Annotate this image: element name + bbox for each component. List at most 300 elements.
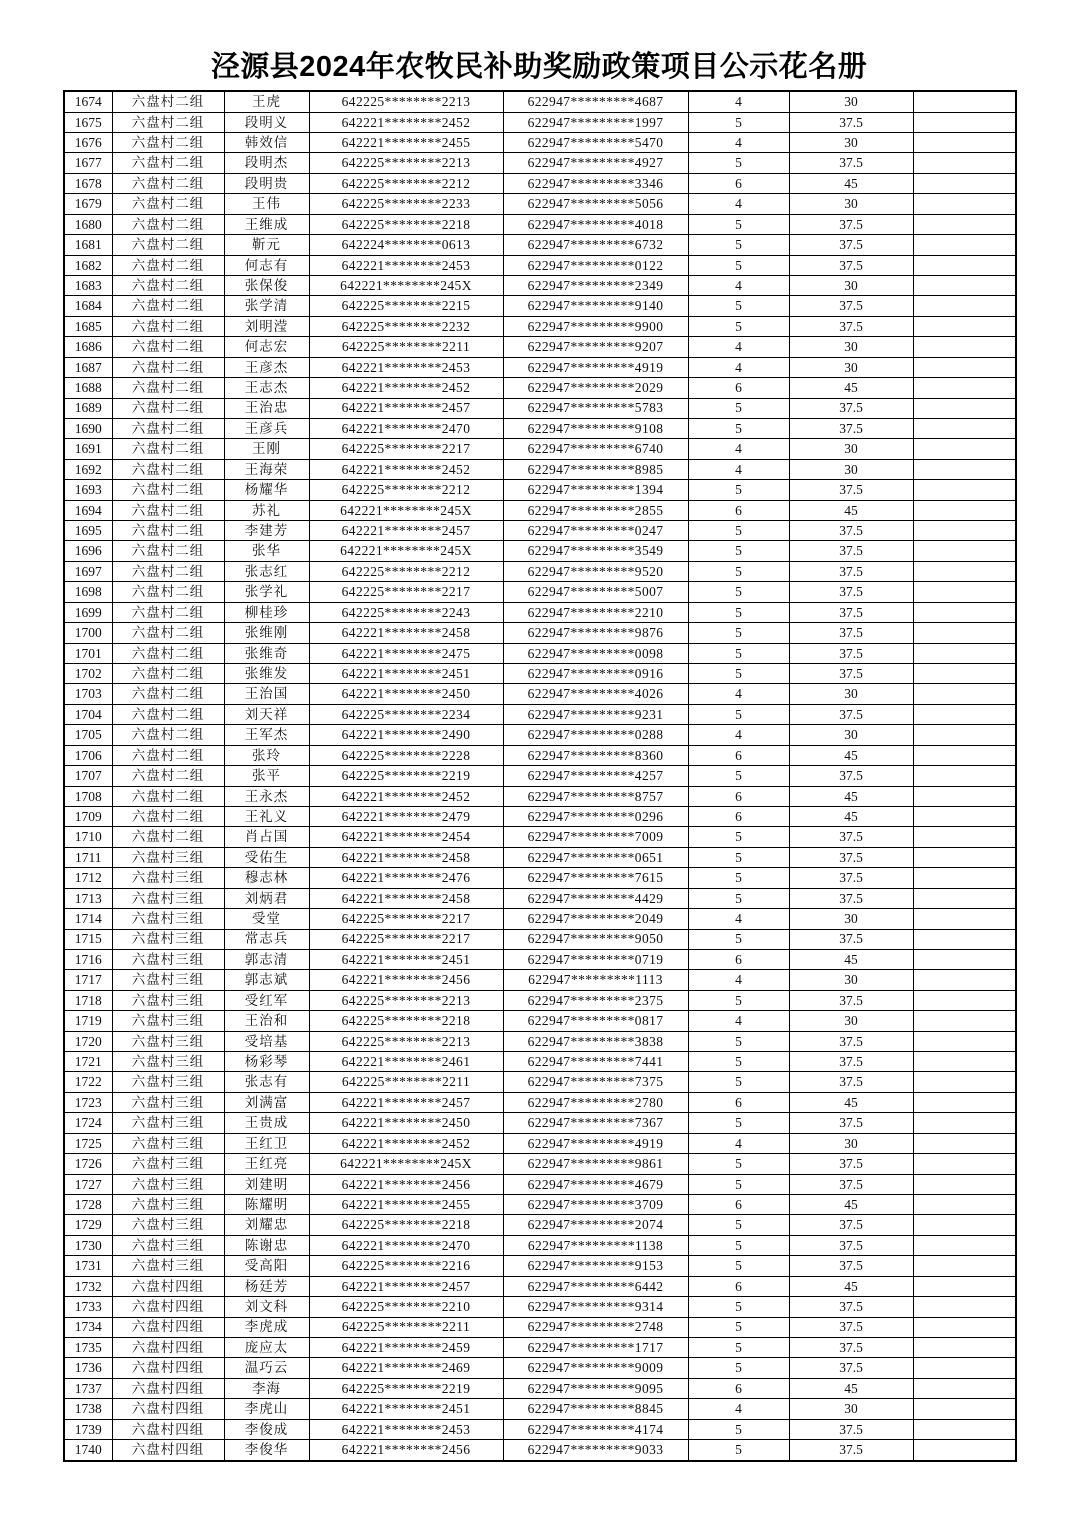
cell-id-number: 642225********2243 [309,602,503,622]
cell-village-group: 六盘村三组 [112,1215,224,1235]
cell-quantity: 6 [688,173,789,193]
cell-id-number: 642224********0613 [309,235,503,255]
cell-amount: 37.5 [789,847,913,867]
cell-remark [913,582,1016,602]
table-row [64,949,1016,969]
cell-quantity: 4 [688,194,789,214]
table-row [64,173,1016,193]
table-row [64,153,1016,173]
cell-person-name: 穆志林 [224,868,309,888]
cell-person-name: 李俊华 [224,1440,309,1461]
cell-person-name: 受佑生 [224,847,309,867]
cell-amount: 37.5 [789,1113,913,1133]
cell-quantity: 6 [688,1092,789,1112]
table-row [64,91,1016,112]
cell-person-name: 张维奇 [224,643,309,663]
cell-serial-number: 1718 [64,990,112,1010]
cell-remark [913,255,1016,275]
cell-quantity: 5 [688,1052,789,1072]
cell-amount: 37.5 [789,214,913,234]
cell-id-number: 642221********245X [309,541,503,561]
cell-amount: 30 [789,357,913,377]
cell-amount: 45 [789,378,913,398]
cell-id-number: 642221********2490 [309,725,503,745]
cell-village-group: 六盘村二组 [112,337,224,357]
cell-remark [913,970,1016,990]
cell-amount: 45 [789,1194,913,1214]
cell-account-number: 622947*********0122 [503,255,688,275]
cell-quantity: 4 [688,91,789,112]
cell-id-number: 642225********2211 [309,1072,503,1092]
cell-serial-number: 1700 [64,623,112,643]
cell-serial-number: 1674 [64,91,112,112]
cell-id-number: 642221********2461 [309,1052,503,1072]
cell-person-name: 苏礼 [224,500,309,520]
table-row [64,398,1016,418]
cell-account-number: 622947*********3346 [503,173,688,193]
cell-person-name: 王维成 [224,214,309,234]
cell-account-number: 622947*********9009 [503,1358,688,1378]
cell-remark [913,173,1016,193]
cell-village-group: 六盘村二组 [112,521,224,541]
cell-serial-number: 1719 [64,1011,112,1031]
cell-serial-number: 1736 [64,1358,112,1378]
cell-village-group: 六盘村二组 [112,133,224,153]
cell-amount: 37.5 [789,868,913,888]
cell-serial-number: 1739 [64,1419,112,1439]
cell-id-number: 642221********2457 [309,521,503,541]
cell-person-name: 靳元 [224,235,309,255]
cell-amount: 37.5 [789,1154,913,1174]
cell-village-group: 六盘村三组 [112,1194,224,1214]
cell-account-number: 622947*********4026 [503,684,688,704]
table-row [64,643,1016,663]
cell-person-name: 张玲 [224,745,309,765]
cell-village-group: 六盘村三组 [112,1133,224,1153]
table-row [64,1337,1016,1357]
cell-remark [913,296,1016,316]
cell-remark [913,276,1016,296]
cell-serial-number: 1678 [64,173,112,193]
cell-account-number: 622947*********9108 [503,418,688,438]
cell-person-name: 张平 [224,766,309,786]
cell-village-group: 六盘村二组 [112,276,224,296]
cell-account-number: 622947*********4927 [503,153,688,173]
cell-person-name: 常志兵 [224,929,309,949]
cell-serial-number: 1729 [64,1215,112,1235]
cell-account-number: 622947*********1717 [503,1337,688,1357]
cell-id-number: 642225********2228 [309,745,503,765]
cell-village-group: 六盘村二组 [112,439,224,459]
cell-id-number: 642221********2458 [309,623,503,643]
cell-quantity: 5 [688,418,789,438]
cell-village-group: 六盘村四组 [112,1297,224,1317]
cell-account-number: 622947*********2855 [503,500,688,520]
cell-amount: 37.5 [789,316,913,336]
table-row [64,1011,1016,1031]
table-row [64,276,1016,296]
cell-serial-number: 1735 [64,1337,112,1357]
cell-id-number: 642221********2451 [309,664,503,684]
cell-village-group: 六盘村三组 [112,909,224,929]
cell-person-name: 柳桂珍 [224,602,309,622]
cell-remark [913,235,1016,255]
cell-id-number: 642225********2218 [309,1215,503,1235]
table-row [64,1358,1016,1378]
cell-account-number: 622947*********4257 [503,766,688,786]
cell-id-number: 642221********2450 [309,1113,503,1133]
cell-serial-number: 1691 [64,439,112,459]
cell-amount: 37.5 [789,153,913,173]
cell-village-group: 六盘村三组 [112,868,224,888]
cell-serial-number: 1689 [64,398,112,418]
cell-id-number: 642221********2459 [309,1337,503,1357]
cell-amount: 37.5 [789,623,913,643]
cell-amount: 30 [789,909,913,929]
cell-amount: 45 [789,745,913,765]
cell-village-group: 六盘村四组 [112,1317,224,1337]
cell-village-group: 六盘村二组 [112,582,224,602]
cell-quantity: 5 [688,664,789,684]
cell-quantity: 5 [688,561,789,581]
cell-person-name: 王红卫 [224,1133,309,1153]
table-row [64,1276,1016,1296]
cell-remark [913,1358,1016,1378]
cell-amount: 37.5 [789,582,913,602]
cell-person-name: 刘建明 [224,1174,309,1194]
cell-account-number: 622947*********8985 [503,459,688,479]
cell-id-number: 642221********2452 [309,786,503,806]
cell-remark [913,602,1016,622]
cell-amount: 45 [789,949,913,969]
cell-remark [913,194,1016,214]
cell-person-name: 李俊成 [224,1419,309,1439]
cell-person-name: 杨耀华 [224,480,309,500]
cell-quantity: 5 [688,888,789,908]
table-row [64,1235,1016,1255]
cell-quantity: 5 [688,541,789,561]
cell-id-number: 642221********2455 [309,133,503,153]
cell-quantity: 5 [688,1419,789,1439]
cell-quantity: 6 [688,806,789,826]
table-row [64,1317,1016,1337]
cell-serial-number: 1720 [64,1031,112,1051]
cell-person-name: 王治国 [224,684,309,704]
cell-account-number: 622947*********5007 [503,582,688,602]
cell-quantity: 5 [688,1440,789,1461]
cell-id-number: 642221********2457 [309,398,503,418]
cell-amount: 37.5 [789,418,913,438]
cell-serial-number: 1686 [64,337,112,357]
table-row [64,827,1016,847]
cell-remark [913,1317,1016,1337]
table-row [64,745,1016,765]
cell-remark [913,664,1016,684]
cell-id-number: 642221********2453 [309,1419,503,1439]
cell-serial-number: 1701 [64,643,112,663]
cell-quantity: 5 [688,1031,789,1051]
cell-village-group: 六盘村二组 [112,235,224,255]
cell-quantity: 5 [688,704,789,724]
cell-serial-number: 1694 [64,500,112,520]
cell-remark [913,1337,1016,1357]
cell-account-number: 622947*********1997 [503,112,688,132]
cell-village-group: 六盘村三组 [112,1256,224,1276]
cell-person-name: 张志有 [224,1072,309,1092]
cell-amount: 45 [789,806,913,826]
table-row [64,541,1016,561]
cell-id-number: 642221********2475 [309,643,503,663]
table-row [64,439,1016,459]
cell-person-name: 张华 [224,541,309,561]
cell-amount: 37.5 [789,561,913,581]
cell-amount: 45 [789,173,913,193]
cell-id-number: 642225********2212 [309,480,503,500]
cell-remark [913,398,1016,418]
page-title: 泾源县2024年农牧民补助奖励政策项目公示花名册 [210,51,868,83]
cell-quantity: 5 [688,316,789,336]
table-row [64,296,1016,316]
cell-remark [913,521,1016,541]
cell-serial-number: 1702 [64,664,112,684]
cell-amount: 37.5 [789,1419,913,1439]
cell-quantity: 5 [688,847,789,867]
cell-id-number: 642225********2234 [309,704,503,724]
cell-account-number: 622947*********8757 [503,786,688,806]
cell-person-name: 王志杰 [224,378,309,398]
cell-amount: 37.5 [789,602,913,622]
roster-rows [64,91,1016,1461]
cell-remark [913,1011,1016,1031]
cell-quantity: 6 [688,1276,789,1296]
cell-id-number: 642221********2470 [309,1235,503,1255]
cell-quantity: 5 [688,235,789,255]
table-row [64,418,1016,438]
cell-amount: 37.5 [789,1256,913,1276]
cell-account-number: 622947*********4429 [503,888,688,908]
cell-person-name: 陈谢忠 [224,1235,309,1255]
cell-person-name: 刘炳君 [224,888,309,908]
table-row [64,112,1016,132]
cell-account-number: 622947*********0247 [503,521,688,541]
cell-remark [913,1215,1016,1235]
cell-id-number: 642225********2219 [309,766,503,786]
cell-account-number: 622947*********9314 [503,1297,688,1317]
cell-amount: 37.5 [789,1174,913,1194]
cell-village-group: 六盘村三组 [112,1154,224,1174]
cell-serial-number: 1676 [64,133,112,153]
cell-person-name: 王贵成 [224,1113,309,1133]
cell-remark [913,1399,1016,1419]
cell-person-name: 王海荣 [224,459,309,479]
cell-account-number: 622947*********5783 [503,398,688,418]
cell-serial-number: 1698 [64,582,112,602]
cell-person-name: 王礼义 [224,806,309,826]
cell-amount: 37.5 [789,541,913,561]
table-row [64,929,1016,949]
table-row [64,1052,1016,1072]
cell-quantity: 5 [688,990,789,1010]
cell-remark [913,888,1016,908]
table-row [64,214,1016,234]
cell-quantity: 5 [688,929,789,949]
cell-village-group: 六盘村四组 [112,1358,224,1378]
cell-amount: 37.5 [789,1052,913,1072]
cell-village-group: 六盘村二组 [112,806,224,826]
cell-person-name: 张志红 [224,561,309,581]
cell-person-name: 王军杰 [224,725,309,745]
cell-id-number: 642221********2454 [309,827,503,847]
cell-serial-number: 1707 [64,766,112,786]
cell-quantity: 5 [688,623,789,643]
cell-person-name: 刘天祥 [224,704,309,724]
cell-account-number: 622947*********5470 [503,133,688,153]
cell-amount: 37.5 [789,1440,913,1461]
cell-serial-number: 1699 [64,602,112,622]
cell-id-number: 642225********2217 [309,582,503,602]
cell-remark [913,704,1016,724]
cell-id-number: 642221********2452 [309,112,503,132]
cell-serial-number: 1724 [64,1113,112,1133]
cell-remark [913,1256,1016,1276]
cell-remark [913,459,1016,479]
table-row [64,1072,1016,1092]
cell-remark [913,1276,1016,1296]
table-row [64,664,1016,684]
table-row [64,623,1016,643]
cell-serial-number: 1688 [64,378,112,398]
cell-amount: 37.5 [789,1072,913,1092]
cell-amount: 30 [789,684,913,704]
table-row [64,255,1016,275]
cell-village-group: 六盘村二组 [112,480,224,500]
cell-id-number: 642221********2451 [309,1399,503,1419]
cell-account-number: 622947*********4919 [503,357,688,377]
cell-serial-number: 1675 [64,112,112,132]
table-row [64,521,1016,541]
cell-account-number: 622947*********9861 [503,1154,688,1174]
table-row [64,725,1016,745]
cell-amount: 37.5 [789,929,913,949]
cell-id-number: 642221********245X [309,1154,503,1174]
cell-serial-number: 1738 [64,1399,112,1419]
cell-account-number: 622947*********7441 [503,1052,688,1072]
cell-amount: 45 [789,500,913,520]
cell-person-name: 李虎成 [224,1317,309,1337]
cell-village-group: 六盘村二组 [112,725,224,745]
cell-account-number: 622947*********2780 [503,1092,688,1112]
cell-person-name: 李虎山 [224,1399,309,1419]
table-row [64,194,1016,214]
cell-quantity: 4 [688,133,789,153]
cell-serial-number: 1717 [64,970,112,990]
cell-serial-number: 1703 [64,684,112,704]
table-row [64,1174,1016,1194]
cell-amount: 37.5 [789,990,913,1010]
cell-remark [913,133,1016,153]
cell-account-number: 622947*********7009 [503,827,688,847]
cell-village-group: 六盘村二组 [112,296,224,316]
cell-account-number: 622947*********0817 [503,1011,688,1031]
cell-village-group: 六盘村二组 [112,112,224,132]
cell-remark [913,1174,1016,1194]
cell-id-number: 642225********2218 [309,1011,503,1031]
cell-id-number: 642221********2450 [309,684,503,704]
cell-id-number: 642225********2213 [309,990,503,1010]
cell-village-group: 六盘村二组 [112,561,224,581]
cell-person-name: 张维发 [224,664,309,684]
cell-id-number: 642225********2211 [309,1317,503,1337]
cell-remark [913,480,1016,500]
cell-village-group: 六盘村四组 [112,1378,224,1398]
cell-id-number: 642221********2469 [309,1358,503,1378]
cell-village-group: 六盘村二组 [112,316,224,336]
table-row [64,1399,1016,1419]
cell-amount: 37.5 [789,827,913,847]
cell-village-group: 六盘村三组 [112,847,224,867]
cell-village-group: 六盘村三组 [112,1072,224,1092]
cell-village-group: 六盘村三组 [112,1113,224,1133]
table-row [64,1215,1016,1235]
cell-quantity: 4 [688,276,789,296]
cell-remark [913,1052,1016,1072]
cell-quantity: 5 [688,1072,789,1092]
cell-village-group: 六盘村二组 [112,827,224,847]
cell-remark [913,541,1016,561]
cell-account-number: 622947*********1138 [503,1235,688,1255]
cell-village-group: 六盘村二组 [112,541,224,561]
cell-quantity: 5 [688,1297,789,1317]
cell-village-group: 六盘村二组 [112,378,224,398]
cell-village-group: 六盘村二组 [112,704,224,724]
cell-remark [913,1194,1016,1214]
cell-person-name: 王伟 [224,194,309,214]
cell-remark [913,725,1016,745]
cell-amount: 37.5 [789,1215,913,1235]
cell-amount: 37.5 [789,643,913,663]
cell-remark [913,1154,1016,1174]
cell-person-name: 李海 [224,1378,309,1398]
cell-serial-number: 1730 [64,1235,112,1255]
cell-serial-number: 1695 [64,521,112,541]
cell-amount: 37.5 [789,1235,913,1255]
cell-quantity: 5 [688,602,789,622]
cell-serial-number: 1726 [64,1154,112,1174]
cell-id-number: 642221********2479 [309,806,503,826]
cell-amount: 37.5 [789,398,913,418]
table-row [64,133,1016,153]
cell-id-number: 642221********2456 [309,1174,503,1194]
cell-serial-number: 1732 [64,1276,112,1296]
cell-account-number: 622947*********2049 [503,909,688,929]
cell-account-number: 622947*********5056 [503,194,688,214]
cell-id-number: 642221********2455 [309,1194,503,1214]
cell-id-number: 642225********2216 [309,1256,503,1276]
cell-person-name: 陈耀明 [224,1194,309,1214]
cell-serial-number: 1687 [64,357,112,377]
cell-amount: 30 [789,133,913,153]
cell-amount: 30 [789,970,913,990]
cell-serial-number: 1696 [64,541,112,561]
cell-person-name: 庞应太 [224,1337,309,1357]
cell-quantity: 5 [688,296,789,316]
cell-person-name: 张学清 [224,296,309,316]
cell-amount: 37.5 [789,1337,913,1357]
cell-amount: 30 [789,1399,913,1419]
cell-id-number: 642225********2219 [309,1378,503,1398]
cell-amount: 37.5 [789,255,913,275]
cell-quantity: 4 [688,725,789,745]
